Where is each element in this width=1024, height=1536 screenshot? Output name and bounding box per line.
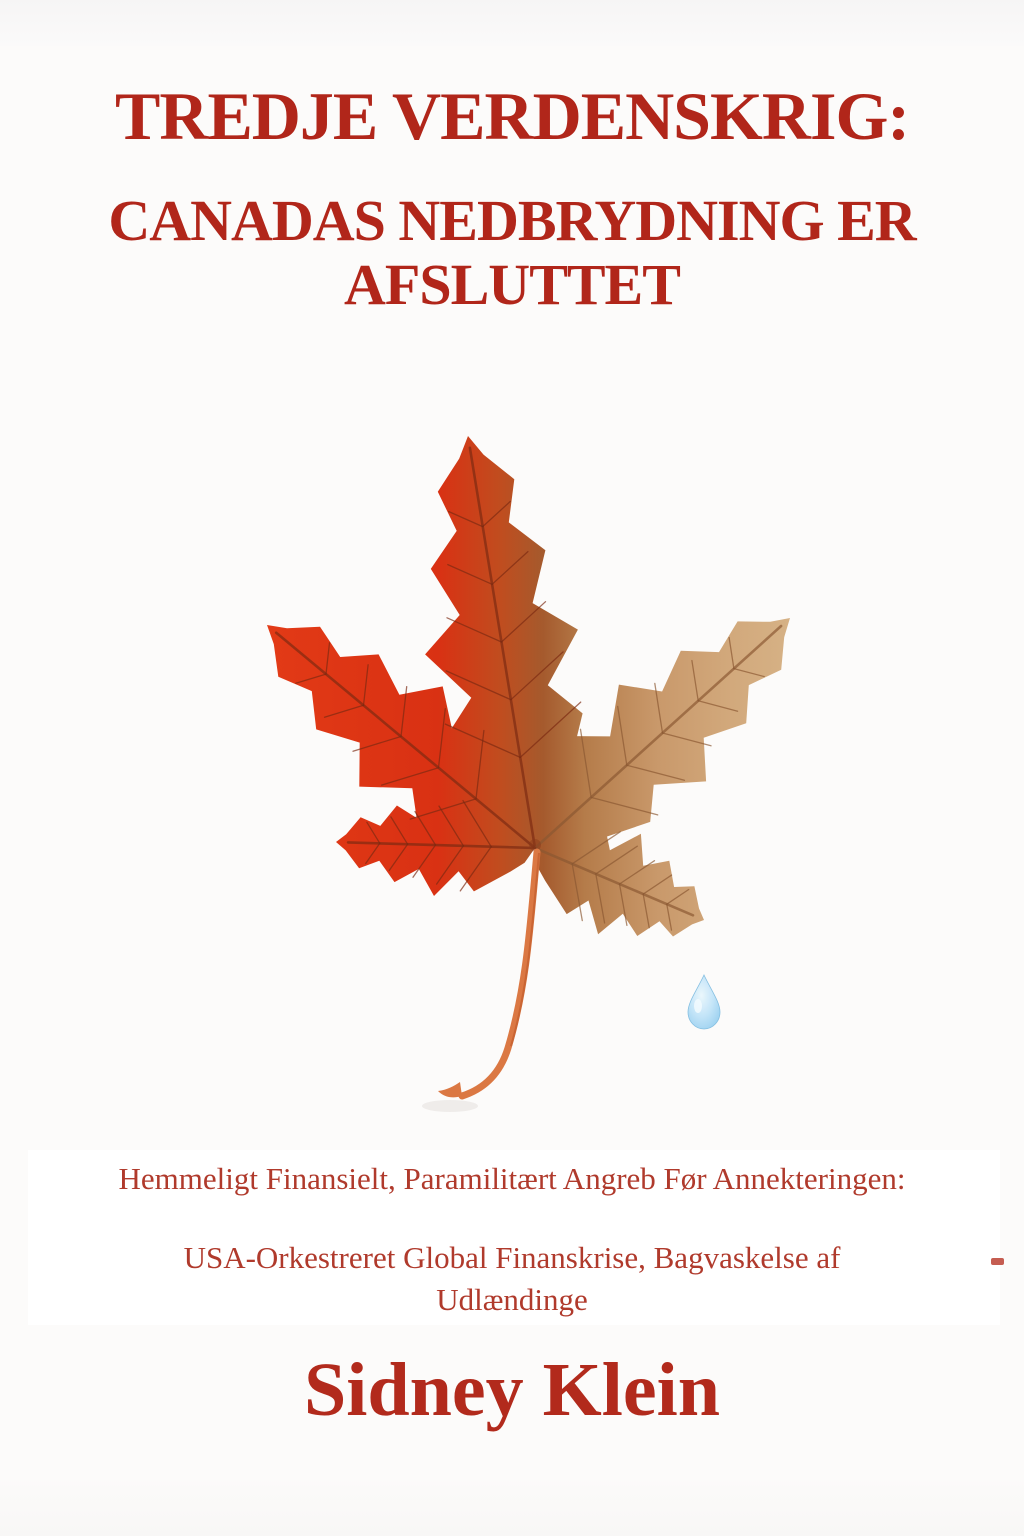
edge-artifact [991,1258,1004,1265]
water-droplet-icon [688,975,720,1029]
author-name: Sidney Klein [304,1348,720,1432]
title-line-1: TREDJE VERDENSKRIG: [114,78,909,154]
title-line-2: CANADAS NEDBRYDNING ER [108,188,916,253]
subtitle-line-2: USA-Orkestreret Global Finanskrise, Bagvaskelse af [183,1240,841,1275]
subtitle-line-1: Hemmeligt Finansielt, Paramilitært Angreb Før Annekteringen: [118,1161,906,1196]
title-line-3: AFSLUTTET [344,252,680,317]
top-shade [0,0,1024,46]
subtitle-line-3: Udlændinge [436,1282,588,1317]
leaf-lobes [267,436,790,937]
bottom-shade [0,1476,1024,1536]
leaf-stem-tip [438,1082,462,1097]
maple-leaf-icon [210,390,850,1150]
stem-shadow [422,1100,478,1112]
